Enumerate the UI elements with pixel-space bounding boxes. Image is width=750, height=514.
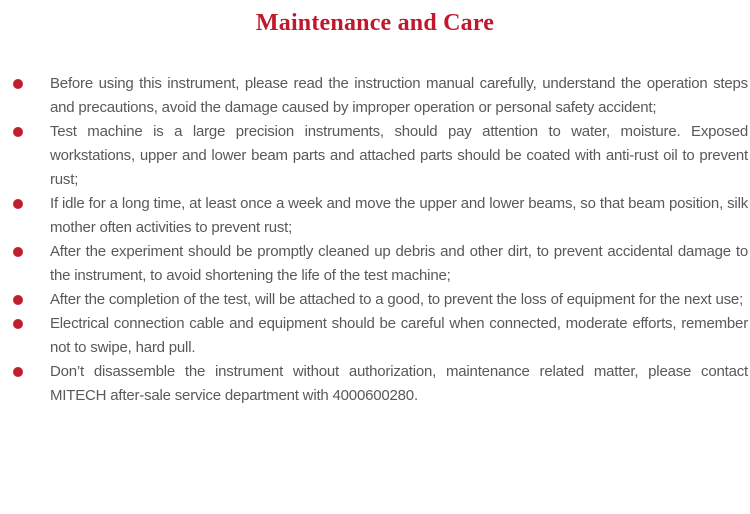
list-item-text: After the experiment should be promptly cleaned up debris and other dirt, to prevent accidental damage to the instrument, to avoid shortening the life of the test machine; bbox=[50, 243, 748, 284]
list-item-text: Before using this instrument, please read the instruction manual carefully, understand the operation steps and precautions, avoid the damage caused by improper operation or personal safety accident; bbox=[50, 75, 748, 116]
bullet-icon bbox=[13, 367, 23, 377]
bullet-icon bbox=[13, 199, 23, 209]
maintenance-list bbox=[0, 72, 748, 408]
list-item-text: Electrical connection cable and equipment should be careful when connected, moderate efforts, remember not to swipe, hard pull. bbox=[50, 315, 748, 356]
list-item bbox=[13, 120, 748, 192]
list-item bbox=[13, 288, 748, 312]
list-item-text: Test machine is a large precision instruments, should pay attention to water, moisture. Exposed workstations, upper and lower beam parts and attached parts should be coated with anti-rust oil to prevent rust; bbox=[50, 123, 748, 188]
list-item bbox=[13, 240, 748, 288]
list-item bbox=[13, 192, 748, 240]
bullet-icon bbox=[13, 79, 23, 89]
page-title: Maintenance and Care bbox=[255, 10, 495, 36]
list-item-text: Don’t disassemble the instrument without authorization, maintenance related matter, please contact MITECH after-sale service department with 4000600280. bbox=[50, 363, 748, 404]
list-item-text: If idle for a long time, at least once a week and move the upper and lower beams, so that beam position, silk mother often activities to prevent rust; bbox=[50, 195, 748, 236]
list-item bbox=[13, 72, 748, 120]
list-item-text: After the completion of the test, will be attached to a good, to prevent the loss of equipment for the next use; bbox=[50, 291, 744, 308]
bullet-icon bbox=[13, 247, 23, 257]
bullet-icon bbox=[13, 319, 23, 329]
list-item bbox=[13, 312, 748, 360]
bullet-icon bbox=[13, 295, 23, 305]
list-item bbox=[13, 360, 748, 408]
bullet-icon bbox=[13, 127, 23, 137]
